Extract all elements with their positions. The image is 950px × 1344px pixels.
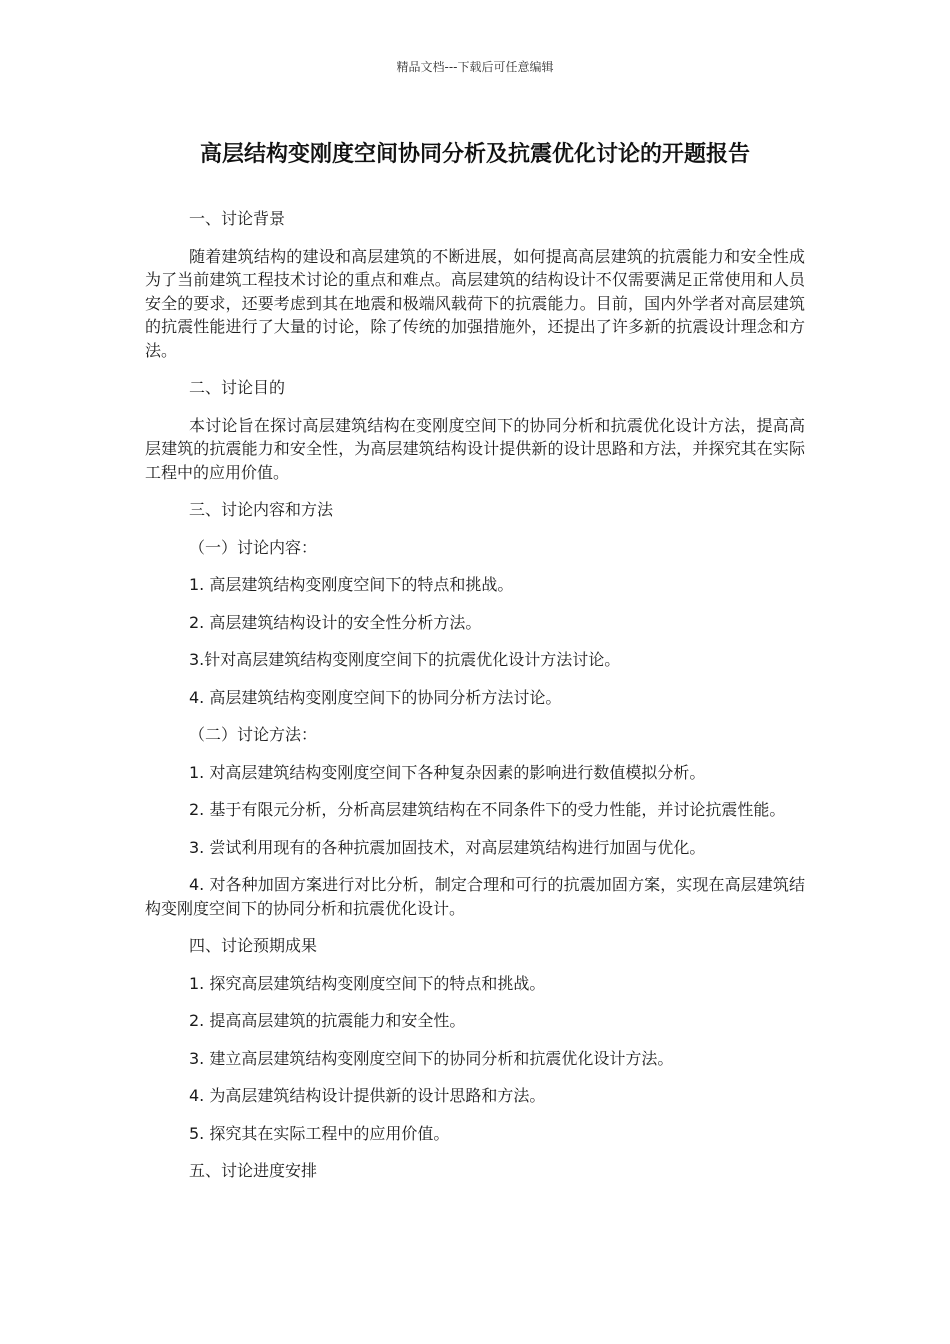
content-item-2: 2. 高层建筑结构设计的安全性分析方法。: [189, 612, 482, 632]
document-title: 高层结构变刚度空间协同分析及抗震优化讨论的开题报告: [199, 142, 750, 167]
result-item-4: 4. 为高层建筑结构设计提供新的设计思路和方法。: [189, 1086, 546, 1105]
content-item-4: 4. 高层建筑结构变刚度空间下的协同分析方法讨论。: [189, 687, 562, 707]
section-heading-schedule: 五、讨论进度安排: [189, 1161, 318, 1180]
result-item-2: 2. 提高高层建筑的抗震能力和安全性。: [189, 1011, 466, 1030]
paragraph-purpose: 本讨论旨在探讨高层建筑结构在变刚度空间下的协同分析和抗震优化设计方法，提高高层建筑的抗震能力和安全性，为高层建筑结构设计提供新的设计思路和方法，并探究其在实际工程中的应用价值。: [145, 415, 805, 482]
method-item-1: 1. 对高层建筑结构变刚度空间下各种复杂因素的影响进行数值模拟分析。: [189, 762, 706, 782]
header-note: 精品文档---下载后可任意编辑: [396, 60, 554, 74]
result-item-3: 3. 建立高层建筑结构变刚度空间下的协同分析和抗震优化设计方法。: [189, 1048, 674, 1068]
content-item-3: 3.针对高层建筑结构变刚度空间下的抗震优化设计方法讨论。: [189, 650, 621, 669]
section-heading-expected-results: 四、讨论预期成果: [189, 936, 318, 955]
result-item-5: 5. 探究其在实际工程中的应用价值。: [189, 1123, 450, 1143]
subheading-methods: （二）讨论方法：: [189, 725, 318, 744]
method-item-4: 4. 对各种加固方案进行对比分析，制定合理和可行的抗震加固方案，实现在高层建筑结构变刚度空间下的协同分析和抗震优化设计。: [145, 875, 805, 918]
section-heading-background: 一、讨论背景: [189, 209, 286, 228]
section-heading-content-methods: 三、讨论内容和方法: [189, 500, 334, 519]
section-heading-purpose: 二、讨论目的: [189, 378, 286, 397]
document-body: [145, 207, 805, 1197]
content-item-1: 1. 高层建筑结构变刚度空间下的特点和挑战。: [189, 575, 514, 594]
method-item-3: 3. 尝试利用现有的各种抗震加固技术，对高层建筑结构进行加固与优化。: [189, 837, 706, 857]
paragraph-background: 随着建筑结构的建设和高层建筑的不断进展，如何提高高层建筑的抗震能力和安全性成为了当前建筑工程技术讨论的重点和难点。高层建筑的结构设计不仅需要满足正常使用和人员安全的要求，还要考虑到其在地震和极端风载荷下的抗震能力。目前，国内外学者对高层建筑的抗震性能进行了大量的讨论，除了传统的加强措施外，还提出了许多新的抗震设计理念和方法。: [145, 246, 805, 360]
method-item-2: 2. 基于有限元分析，分析高层建筑结构在不同条件下的受力性能，并讨论抗震性能。: [189, 800, 786, 819]
result-item-1: 1. 探究高层建筑结构变刚度空间下的特点和挑战。: [189, 973, 546, 993]
subheading-content: （一）讨论内容：: [189, 537, 318, 557]
